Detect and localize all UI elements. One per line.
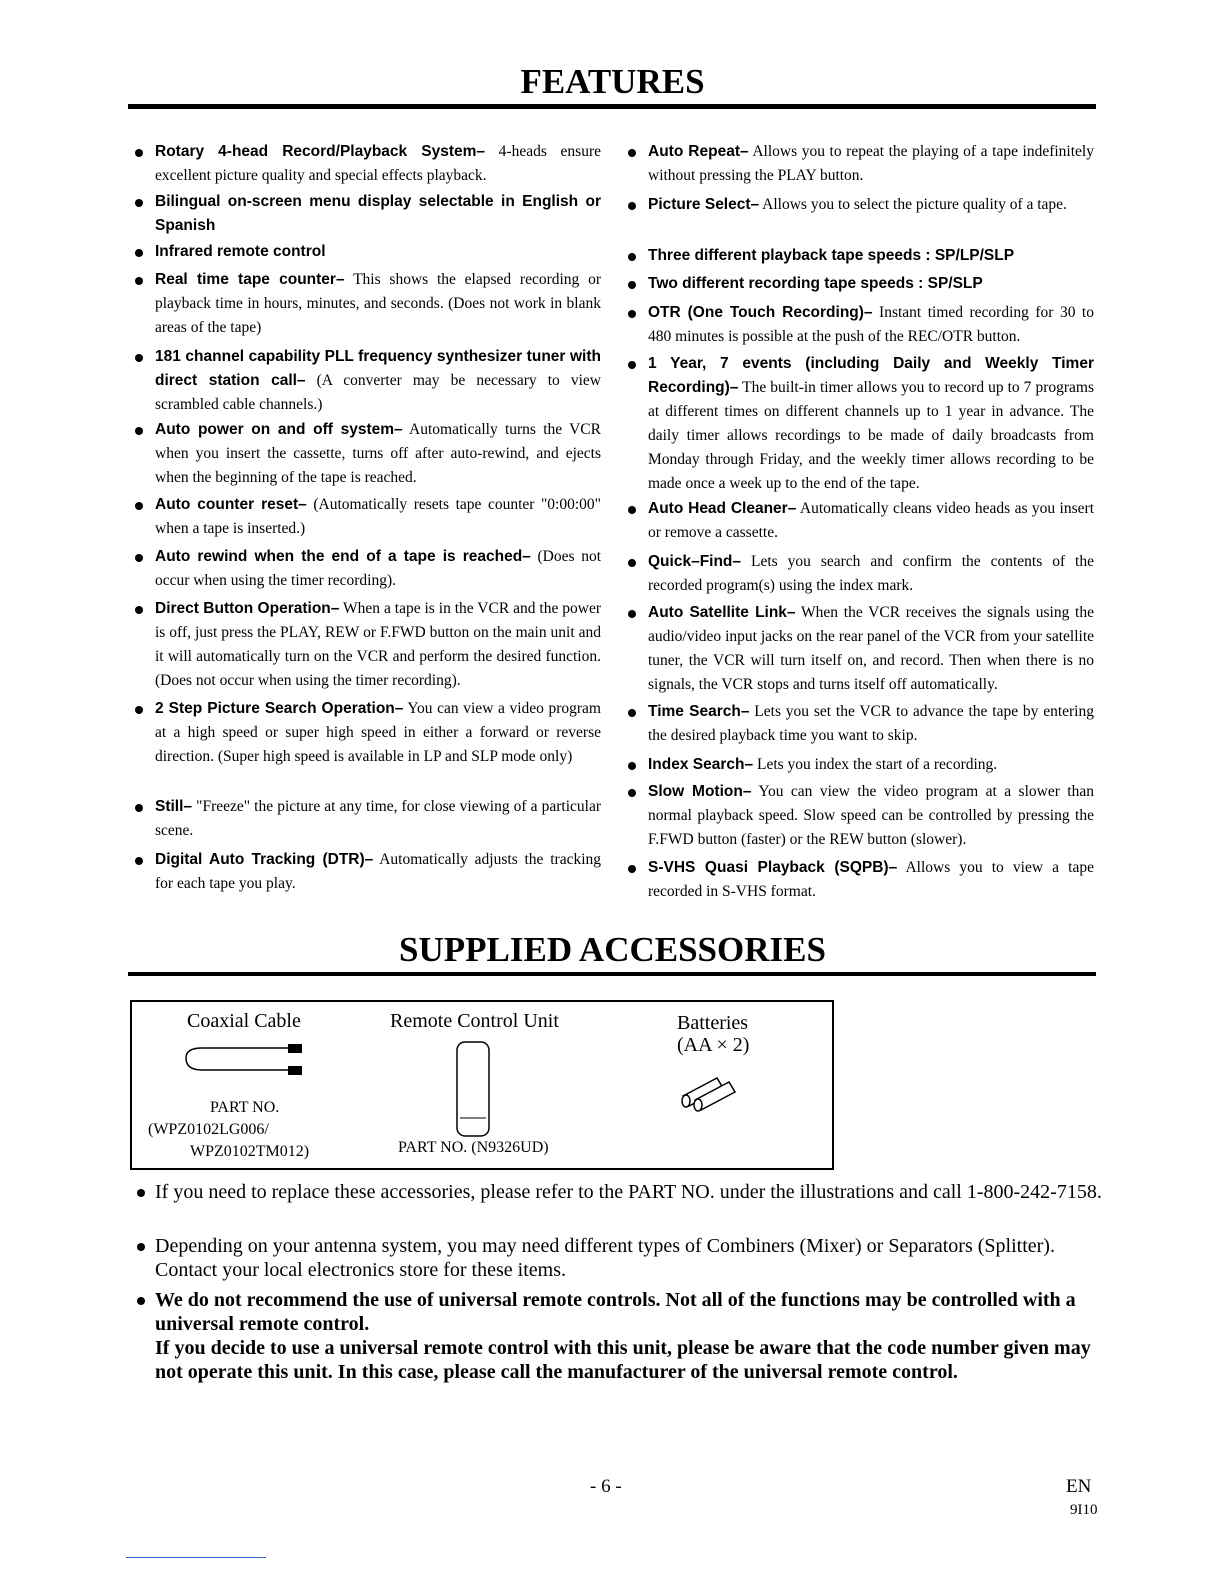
feature-name: Auto Head Cleaner– (648, 500, 797, 517)
cable-part-label: PART NO. (210, 1099, 280, 1116)
feature-description: Automatically turns the VCR when you insert the cassette, turns off after auto-rewind, and ejects when the beginning of the tape is reached. (155, 421, 601, 486)
bullet-icon (135, 199, 143, 207)
feature-item (628, 352, 1094, 496)
feature-description: Instant timed recording for 30 to 480 minutes is possible at the push of the REC/OTR button. (648, 304, 1094, 345)
feature-description: This shows the elapsed recording or playback time in hours, minutes, and seconds. (Does not work in blank areas of the tape) (155, 271, 602, 336)
feature-name: Infrared remote control (155, 243, 326, 260)
feature-item (628, 780, 1094, 852)
feature-description: (A converter may be necessary to view scrambled cable channels.) (155, 372, 601, 413)
feature-item (135, 697, 601, 769)
feature-item (628, 601, 1094, 697)
bullet-icon (628, 865, 636, 873)
bullet-icon (135, 249, 143, 257)
feature-description: Lets you search and confirm the contents of the recorded program(s) using the index mark. (648, 553, 1094, 594)
bullet-icon (135, 857, 143, 865)
feature-name: Auto rewind when the end of a tape is reached– (155, 548, 531, 565)
feature-name: Quick–Find– (648, 553, 742, 570)
feature-description: Automatically adjusts the tracking for each tape you play. (155, 851, 602, 892)
feature-name: Auto counter reset– (155, 496, 307, 513)
feature-item (135, 493, 601, 541)
feature-name: 2 Step Picture Search Operation– (155, 700, 404, 717)
feature-item (135, 597, 601, 693)
feature-name: Index Search– (648, 756, 754, 773)
feature-name: Still– (155, 798, 193, 815)
batteries-quantity: (AA × 2) (677, 1034, 750, 1056)
feature-name: Two different recording tape speeds : SP/SLP (648, 275, 983, 292)
bullet-icon (628, 149, 636, 157)
feature-name: 1 Year, 7 events (including Daily and Weekly Timer Recording)– (648, 355, 1094, 396)
bullet-icon (628, 281, 636, 289)
cable-label: Coaxial Cable (187, 1010, 301, 1032)
feature-item (135, 268, 601, 340)
bullet-icon (628, 559, 636, 567)
feature-item (135, 345, 601, 417)
document-code: 9I10 (1070, 1502, 1098, 1518)
feature-name: OTR (One Touch Recording)– (648, 304, 873, 321)
feature-item (628, 272, 1094, 296)
feature-item (135, 795, 601, 843)
feature-name: 181 channel capability PLL frequency synthesizer tuner with direct station call– (155, 348, 601, 389)
feature-item (135, 545, 601, 593)
feature-item (135, 418, 601, 490)
page-number: - 6 - (590, 1476, 622, 1497)
feature-description: (Does not occur when using the timer recording). (155, 548, 601, 589)
note-antenna: Depending on your antenna system, you may need different types of Combiners (Mixer) or Separators (Splitter). Contact your local electronics store for these items. (135, 1234, 1115, 1282)
feature-item (135, 848, 601, 896)
title-rule (128, 104, 1096, 109)
bullet-icon (135, 277, 143, 285)
feature-name: Digital Auto Tracking (DTR)– (155, 851, 374, 868)
feature-name: Three different playback tape speeds : SP/LP/SLP (648, 247, 1015, 264)
features-title: FEATURES (520, 62, 705, 101)
note-universal-remote-code: If you decide to use a universal remote control with this unit, please be aware that the code number given may not operate this unit. In this case, please call the manufacturer of the universal remote control. (155, 1337, 1091, 1383)
bullet-icon (135, 804, 143, 812)
accessories-box (130, 1000, 834, 1170)
feature-item (628, 856, 1094, 904)
feature-item (628, 244, 1094, 268)
feature-name: Slow Motion– (648, 783, 752, 800)
bullet-icon (628, 253, 636, 261)
footer-line (126, 1557, 266, 1558)
feature-description: Allows you to view a tape recorded in S-VHS format. (648, 859, 1095, 900)
accessories-title: SUPPLIED ACCESSORIES (399, 930, 826, 969)
feature-item (628, 753, 1094, 777)
accessories-rule (128, 972, 1096, 976)
feature-item (628, 140, 1094, 188)
feature-item (628, 550, 1094, 598)
bullet-icon (628, 506, 636, 514)
feature-item (628, 193, 1094, 217)
feature-name: Auto Repeat– (648, 143, 749, 160)
bullet-icon (628, 762, 636, 770)
cable-part-no-1: (WPZ0102LG006/ (148, 1121, 269, 1138)
bullet-icon (135, 502, 143, 510)
bullet-icon (135, 149, 143, 157)
feature-name: Rotary 4-head Record/Playback System– (155, 143, 486, 160)
feature-name: Time Search– (648, 703, 750, 720)
bullet-icon (628, 310, 636, 318)
feature-name: Picture Select– (648, 196, 760, 213)
feature-description: Allows you to select the picture quality of a tape. (759, 196, 1067, 213)
bullet-icon (628, 202, 636, 210)
language-code: EN (1066, 1476, 1092, 1497)
feature-description: Allows you to repeat the playing of a tape indefinitely without pressing the PLAY button. (648, 143, 1094, 184)
bullet-icon (628, 709, 636, 717)
feature-name: Auto Satellite Link– (648, 604, 796, 621)
feature-description: Lets you index the start of a recording. (753, 756, 998, 773)
bullet-icon (135, 554, 143, 562)
feature-description: (Automatically resets tape counter "0:00:00" when a tape is inserted.) (155, 496, 601, 537)
note-universal-remote: We do not recommend the use of universal remote controls. Not all of the functions may be controlled with a universal remote control. (135, 1288, 1115, 1336)
feature-item (135, 240, 601, 264)
feature-description: 4-heads ensure excellent picture quality and special effects playback. (155, 143, 601, 184)
batteries-label: Batteries (677, 1012, 749, 1034)
feature-description: When the VCR receives the signals using the audio/video input jacks on the rear panel of the VCR from your satellite tuner, the VCR will turn itself on, and record. Then when there is no signals, the VCR stops and turns itself off automatically. (648, 604, 1094, 693)
feature-item (628, 497, 1094, 545)
feature-description: Automatically cleans video heads as you insert or remove a cassette. (648, 500, 1094, 541)
feature-description: "Freeze" the picture at any time, for close viewing of a particular scene. (155, 798, 601, 839)
feature-item (135, 190, 601, 238)
feature-name: Bilingual on-screen menu display selectable in English or Spanish (155, 193, 601, 234)
bullet-icon (628, 610, 636, 618)
feature-item (628, 301, 1094, 349)
feature-description: Lets you set the VCR to advance the tape by entering the desired playback time you want to skip. (648, 703, 1094, 744)
feature-item (135, 140, 601, 188)
feature-name: Auto power on and off system– (155, 421, 403, 438)
coaxial-cable-icon (180, 1042, 310, 1082)
feature-name: Real time tape counter– (155, 271, 345, 288)
remote-label: Remote Control Unit (390, 1010, 559, 1032)
cable-part-no-2: WPZ0102TM012) (190, 1143, 310, 1160)
batteries-icon (677, 1072, 747, 1112)
bullet-icon (628, 361, 636, 369)
feature-description: You can view a video program at a high speed or super high speed in either a forward or reverse direction. (Super high speed is available in LP and SLP mode only) (155, 700, 601, 765)
bullet-icon (135, 706, 143, 714)
feature-description: The built-in timer allows you to record up to 7 programs at different times on different channels up to 1 year in advance. The daily timer allows recordings to be made of daily broadcasts from Monday through Friday, and the weekly timer allows recording to be made once a week up to the end of the tape. (648, 379, 1094, 492)
feature-name: Direct Button Operation– (155, 600, 340, 617)
bullet-icon (628, 789, 636, 797)
remote-control-icon (452, 1040, 502, 1140)
bullet-icon (135, 354, 143, 362)
feature-description: You can view the video program at a slower than normal playback speed. Slow speed can be controlled by pressing the F.FWD button (faster) or the REW button (slower). (648, 783, 1094, 848)
feature-name: S-VHS Quasi Playback (SQPB)– (648, 859, 898, 876)
feature-item (628, 700, 1094, 748)
remote-part-no: PART NO. (N9326UD) (398, 1139, 549, 1156)
bullet-icon (135, 427, 143, 435)
feature-description: When a tape is in the VCR and the power is off, just press the PLAY, REW or F.FWD button on the main unit and it will automatically turn on the VCR and perform the desired function. (Does not occur when using the timer recording). (155, 600, 601, 689)
bullet-icon (135, 606, 143, 614)
note-replace: If you need to replace these accessories, please refer to the PART NO. under the illustrations and call 1-800-242-7158. (135, 1180, 1115, 1204)
